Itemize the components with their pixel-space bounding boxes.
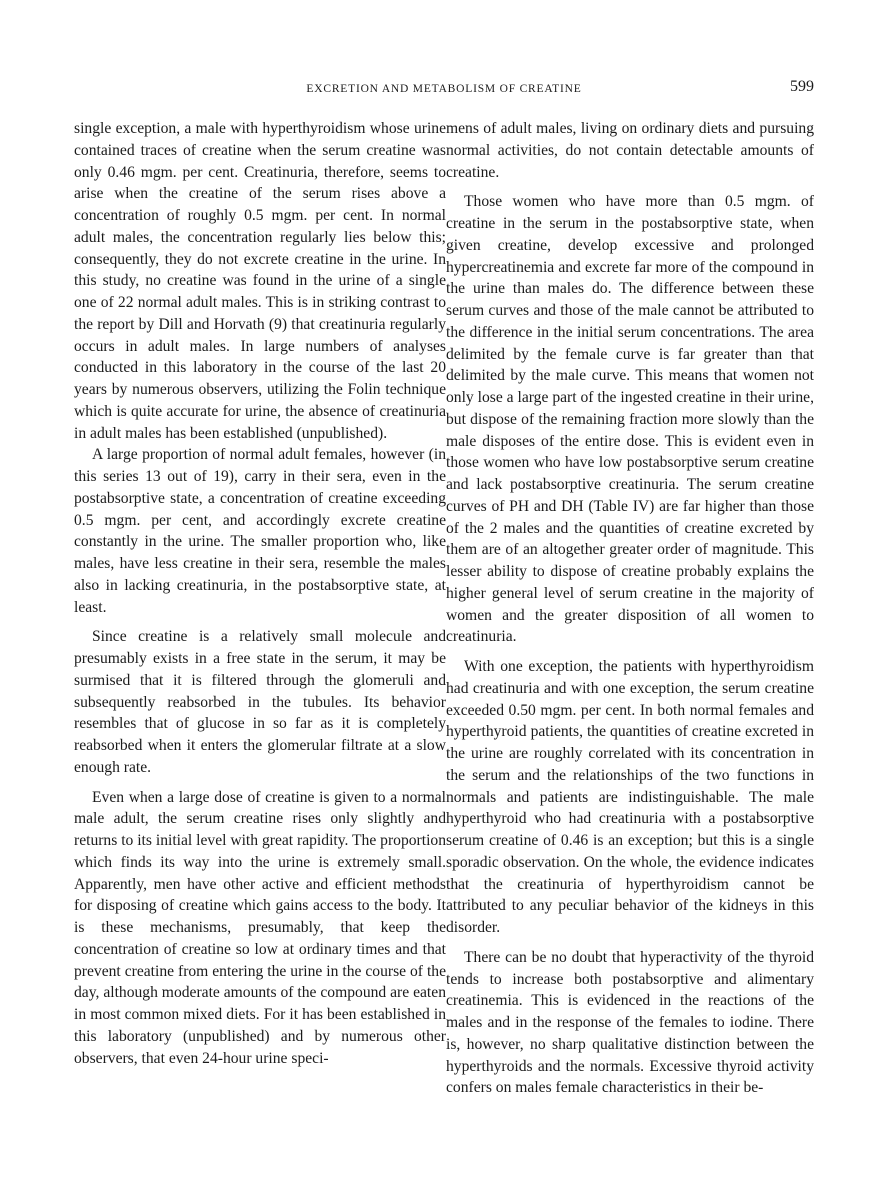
paragraph: There can be no doubt that hyperactivity of the thyroid tends to increase both postabsorptive and alimentary creatinemia. This is evidenced in the reactions of the males and in the response of the females to iodine. There is, however, no sharp qualitative distinction between the hyperthyroids and the normals. Excessive thyroid activity confers on males female characteristics in their be- <box>446 948 814 1097</box>
page-number: 599 <box>790 78 814 95</box>
paragraph: Those women who have more than 0.5 mgm. of creatine in the serum in the postabsorptive state, when given creatine, develop excessive and prolonged hypercreatinemia and excrete far more of the compound in the urine than males do. The difference between these serum curves and those of the male cannot be attributed to the difference in the initial serum concentrations. The area delimited by the female curve is far greater than that delimited by the male curve. This means that women not only lose a large part of the ingested creatine in their urine, but dispose of the remaining fraction more slowly than the male disposes of the entire dose. This is evident even in those women who have low postabsorptive serum creatine and lack postabsorptive creatinuria. The serum creatine curves of PH and DH (Table IV) are far higher than those of the 2 males and the quantities of creatine excreted by them are of an altogether greater order of magnitude. This lesser ability to dispose of creatine probably explains the higher general level of serum creatine in the majority of women and the greater disposition of all women to creatinuria. <box>446 193 814 646</box>
left-column <box>74 118 446 1069</box>
page-header <box>74 78 814 102</box>
paragraph: mens of adult males, living on ordinary diets and pursuing normal activities, do not contain detectable amounts of creatine. <box>446 120 814 181</box>
paragraph: Even when a large dose of creatine is given to a normal male adult, the serum creatine rises only slightly and returns to its initial level with great rapidity. The proportion which finds its way into the urine is extremely small. Apparently, men have other active and efficient methods for disposing of creatine which gains access to the body. It is these mechanisms, presumably, that keep the concentration of creatine so low at ordinary times and that prevent creatine from entering the urine in the course of the day, although moderate amounts of the compound are eaten in most common mixed diets. For it has been established in this laboratory (unpublished) and by numerous other observers, that even 24-hour urine speci- <box>74 788 447 1067</box>
paragraph: With one exception, the patients with hyperthyroidism had creatinuria and with one exception, the serum creatine exceeded 0.50 mgm. per cent. In both normal females and hyperthyroid patients, the quantities of creatine excreted in the urine are roughly correlated with its concentration in the serum and the relationships of the two functions in normals and patients are indistinguishable. The male hyperthyroid who had creatinuria with a postabsorptive serum creatine of 0.46 is an exception; but this is a single sporadic observation. On the whole, the evidence indicates that the creatinuria of hyperthyroidism cannot be attributed to any peculiar behavior of the kidneys in this disorder. <box>446 658 814 936</box>
paragraph: A large proportion of normal adult females, however (in this series 13 out of 19), carry in their sera, even in the postabsorptive state, a concentration of creatine exceeding 0.5 mgm. per cent, and accordingly excrete creatine constantly in the urine. The smaller proportion who, like males, have less creatine in their sera, resemble the males also in lacking creatinuria, in the postabsorptive state, at least. <box>74 446 446 616</box>
paragraph: single exception, a male with hyperthyroidism whose urine contained traces of creatine when the serum creatine was only 0.46 mgm. per cent. Creatinuria, therefore, seems to arise when the creatine of the serum rises above a concentration of roughly 0.5 mgm. per cent. In normal adult males, the concentration regularly lies below this; consequently, they do not excrete creatine in the urine. In this study, no creatine was found in the urine of a single one of 22 normal adult males. This is in striking contrast to the report by Dill and Horvath (9) that creatinuria regularly occurs in adult males. In large numbers of analyses conducted in this laboratory in the course of the last 20 years by numerous observers, utilizing the Folin technique which is quite accurate for urine, the absence of creatinuria in adult males has been established (unpublished). <box>74 120 446 442</box>
running-title: EXCRETION AND METABOLISM OF CREATINE <box>306 83 582 95</box>
right-column <box>446 118 814 1099</box>
paragraph: Since creatine is a relatively small molecule and presumably exists in a free state in the serum, it may be surmised that it is filtered through the glomeruli and subsequently reabsorbed in the tubules. Its behavior resembles that of glucose in so far as it is completely reabsorbed when it enters the glomerular filtrate at a slow enough rate. <box>74 628 446 776</box>
